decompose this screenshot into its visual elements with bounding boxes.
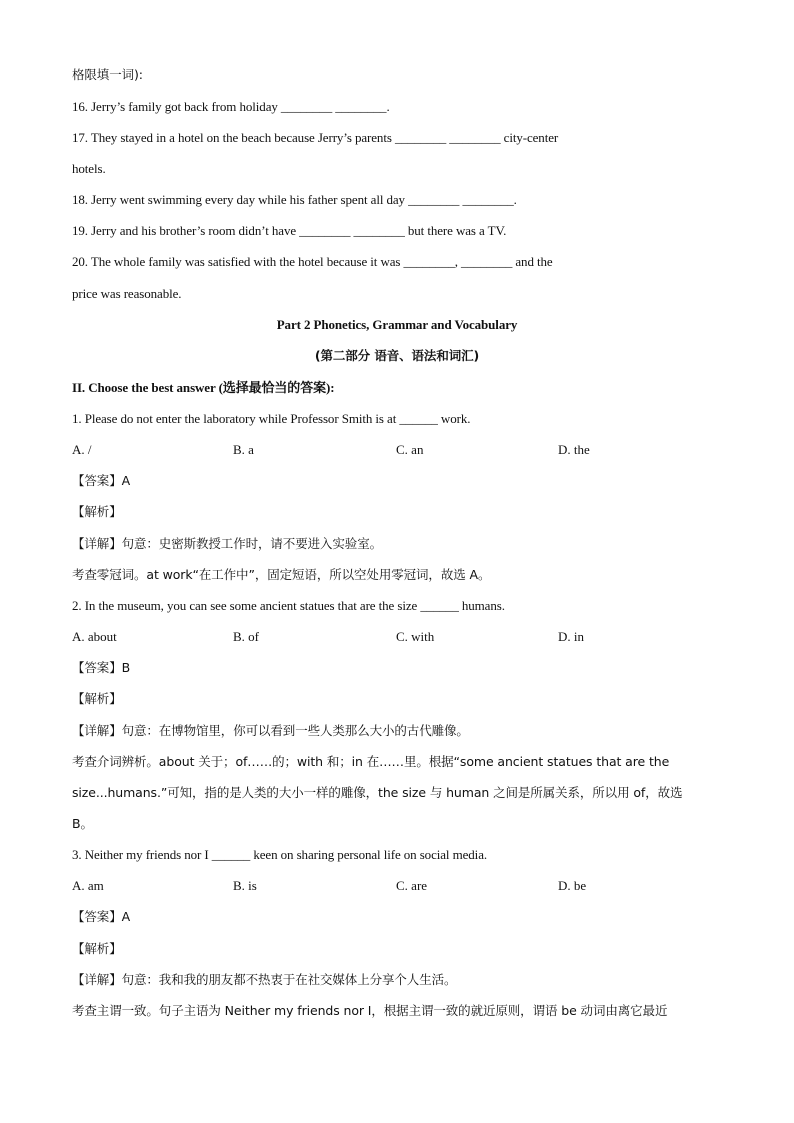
- part2-title: Part 2 Phonetics, Grammar and Vocabulary: [276, 317, 518, 332]
- question-2-stem: 2. In the museum, you can see some ancient statues that are the size ______ humans.: [72, 598, 505, 613]
- part2-subtitle: (第二部分 语音、语法和词汇): [314, 348, 480, 363]
- q3-analysis-label: 【解析】: [72, 941, 122, 956]
- question-16: 16. Jerry’s family got back from holiday ________ ________.: [72, 99, 390, 114]
- q1-detail-1: 【详解】句意：史密斯教授工作时，请不要进入实验室。: [72, 536, 383, 551]
- q1-detail-2: 考查零冠词。at work“在工作中”，固定短语，所以空处用零冠词，故选 A。: [72, 567, 491, 582]
- q3-option-b: B. is: [233, 878, 257, 893]
- q2-option-a: A. about: [72, 629, 117, 644]
- question-20-cont: price was reasonable.: [72, 286, 182, 301]
- q1-option-a: A. /: [72, 442, 92, 457]
- q2-answer: 【答案】B: [72, 660, 131, 675]
- q1-analysis-label: 【解析】: [72, 504, 122, 519]
- question-20: 20. The whole family was satisfied with the hotel because it was ________, ________ and the: [72, 254, 553, 269]
- q1-option-d: D. the: [558, 442, 590, 457]
- question-3-stem: 3. Neither my friends nor I ______ keen on sharing personal life on social media.: [72, 847, 488, 862]
- question-1-stem: 1. Please do not enter the laboratory while Professor Smith is at ______ work.: [72, 411, 471, 426]
- question-18: 18. Jerry went swimming every day while his father spent all day ________ ________.: [72, 192, 517, 207]
- q3-option-a: A. am: [72, 878, 104, 893]
- question-19: 19. Jerry and his brother’s room didn’t have ________ ________ but there was a TV.: [72, 223, 507, 238]
- q3-option-d: D. be: [558, 878, 587, 893]
- instruction-fragment: 格限填一词):: [72, 67, 143, 82]
- q2-detail-2: 考查介词辨析。about 关于；of……的；with 和；in 在……里。根据“some ancient statues that are the: [72, 754, 670, 769]
- q3-answer: 【答案】A: [72, 909, 131, 924]
- q2-detail-1: 【详解】句意：在博物馆里，你可以看到一些人类那么大小的古代雕像。: [72, 723, 469, 738]
- q1-answer: 【答案】A: [72, 473, 131, 488]
- q1-option-b: B. a: [233, 442, 254, 457]
- q2-option-c: C. with: [396, 629, 435, 644]
- q2-option-d: D. in: [558, 629, 584, 644]
- q3-detail-1: 【详解】句意：我和我的朋友都不热衷于在社交媒体上分享个人生活。: [72, 972, 457, 987]
- q1-option-c: C. an: [396, 442, 424, 457]
- q2-analysis-label: 【解析】: [72, 691, 122, 706]
- q3-detail-2: 考查主谓一致。句子主语为 Neither my friends nor I，根据主谓一致的就近原则，谓语 be 动词由离它最近: [72, 1003, 668, 1018]
- section-heading: II. Choose the best answer (选择最恰当的答案):: [72, 380, 335, 395]
- q3-option-c: C. are: [396, 878, 428, 893]
- question-17: 17. They stayed in a hotel on the beach because Jerry’s parents ________ ________ city-center: [72, 130, 559, 145]
- q2-detail-3: size...humans.”可知，指的是人类的大小一样的雕像，the size 与 human 之间是所属关系，所以用 of，故选: [72, 785, 683, 800]
- q2-detail-4: B。: [72, 816, 93, 831]
- question-17-cont: hotels.: [72, 161, 106, 176]
- q2-option-b: B. of: [233, 629, 259, 644]
